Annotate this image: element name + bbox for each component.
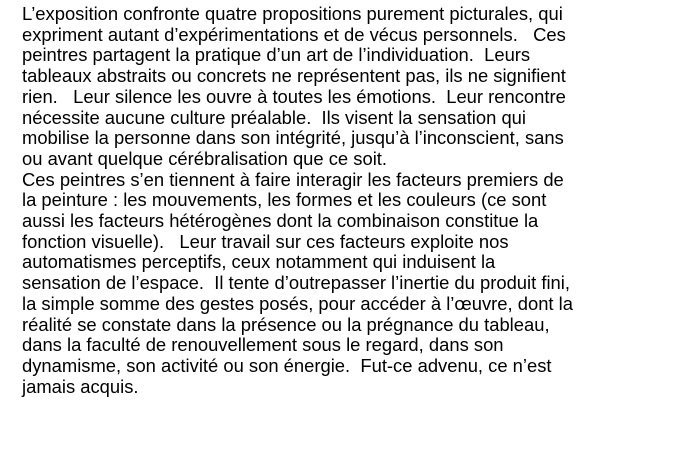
text-line: nécessite aucune culture préalable. Ils visent la sensation qui xyxy=(22,106,527,128)
text-line: fonction visuelle). Leur travail sur ces facteurs exploite nos xyxy=(22,230,509,252)
document-body xyxy=(22,4,692,397)
text-line: peintres partagent la pratique d’un art de l’individuation. Leurs xyxy=(22,44,531,66)
text-line: Ces peintres s’en tiennent à faire interagir les facteurs premiers de xyxy=(22,168,564,190)
text-line: automatismes perceptifs, ceux notamment qui induisent la xyxy=(22,251,496,273)
text-line: la simple somme des gestes posés, pour accéder à l’œuvre, dont la xyxy=(22,292,573,314)
text-line: aussi les facteurs hétérogènes dont la combinaison constitue la xyxy=(22,210,539,232)
text-line: expriment autant d’expérimentations et de vécus personnels. Ces xyxy=(22,23,566,45)
text-line: rien. Leur silence les ouvre à toutes les émotions. Leur rencontre xyxy=(22,85,566,107)
text-line: dynamisme, son activité ou son énergie. Fut-ce advenu, ce n’est xyxy=(22,354,552,376)
text-line: réalité se constate dans la présence ou la prégnance du tableau, xyxy=(22,313,550,335)
text-line: ou avant quelque cérébralisation que ce soit. xyxy=(22,147,387,169)
text-line: L’exposition confronte quatre propositions purement picturales, qui xyxy=(22,3,563,24)
text-line: dans la faculté de renouvellement sous le regard, dans son xyxy=(22,334,504,356)
text-line: jamais acquis. xyxy=(22,375,139,397)
text-line: tableaux abstraits ou concrets ne représentent pas, ils ne signifient xyxy=(22,65,566,87)
text-line: mobilise la personne dans son intégrité, jusqu’à l’inconscient, sans xyxy=(22,127,564,149)
text-line: sensation de l’espace. Il tente d’outrepasser l’inertie du produit fini, xyxy=(22,272,570,294)
text-line: la peinture : les mouvements, les formes et les couleurs (ce sont xyxy=(22,189,547,211)
